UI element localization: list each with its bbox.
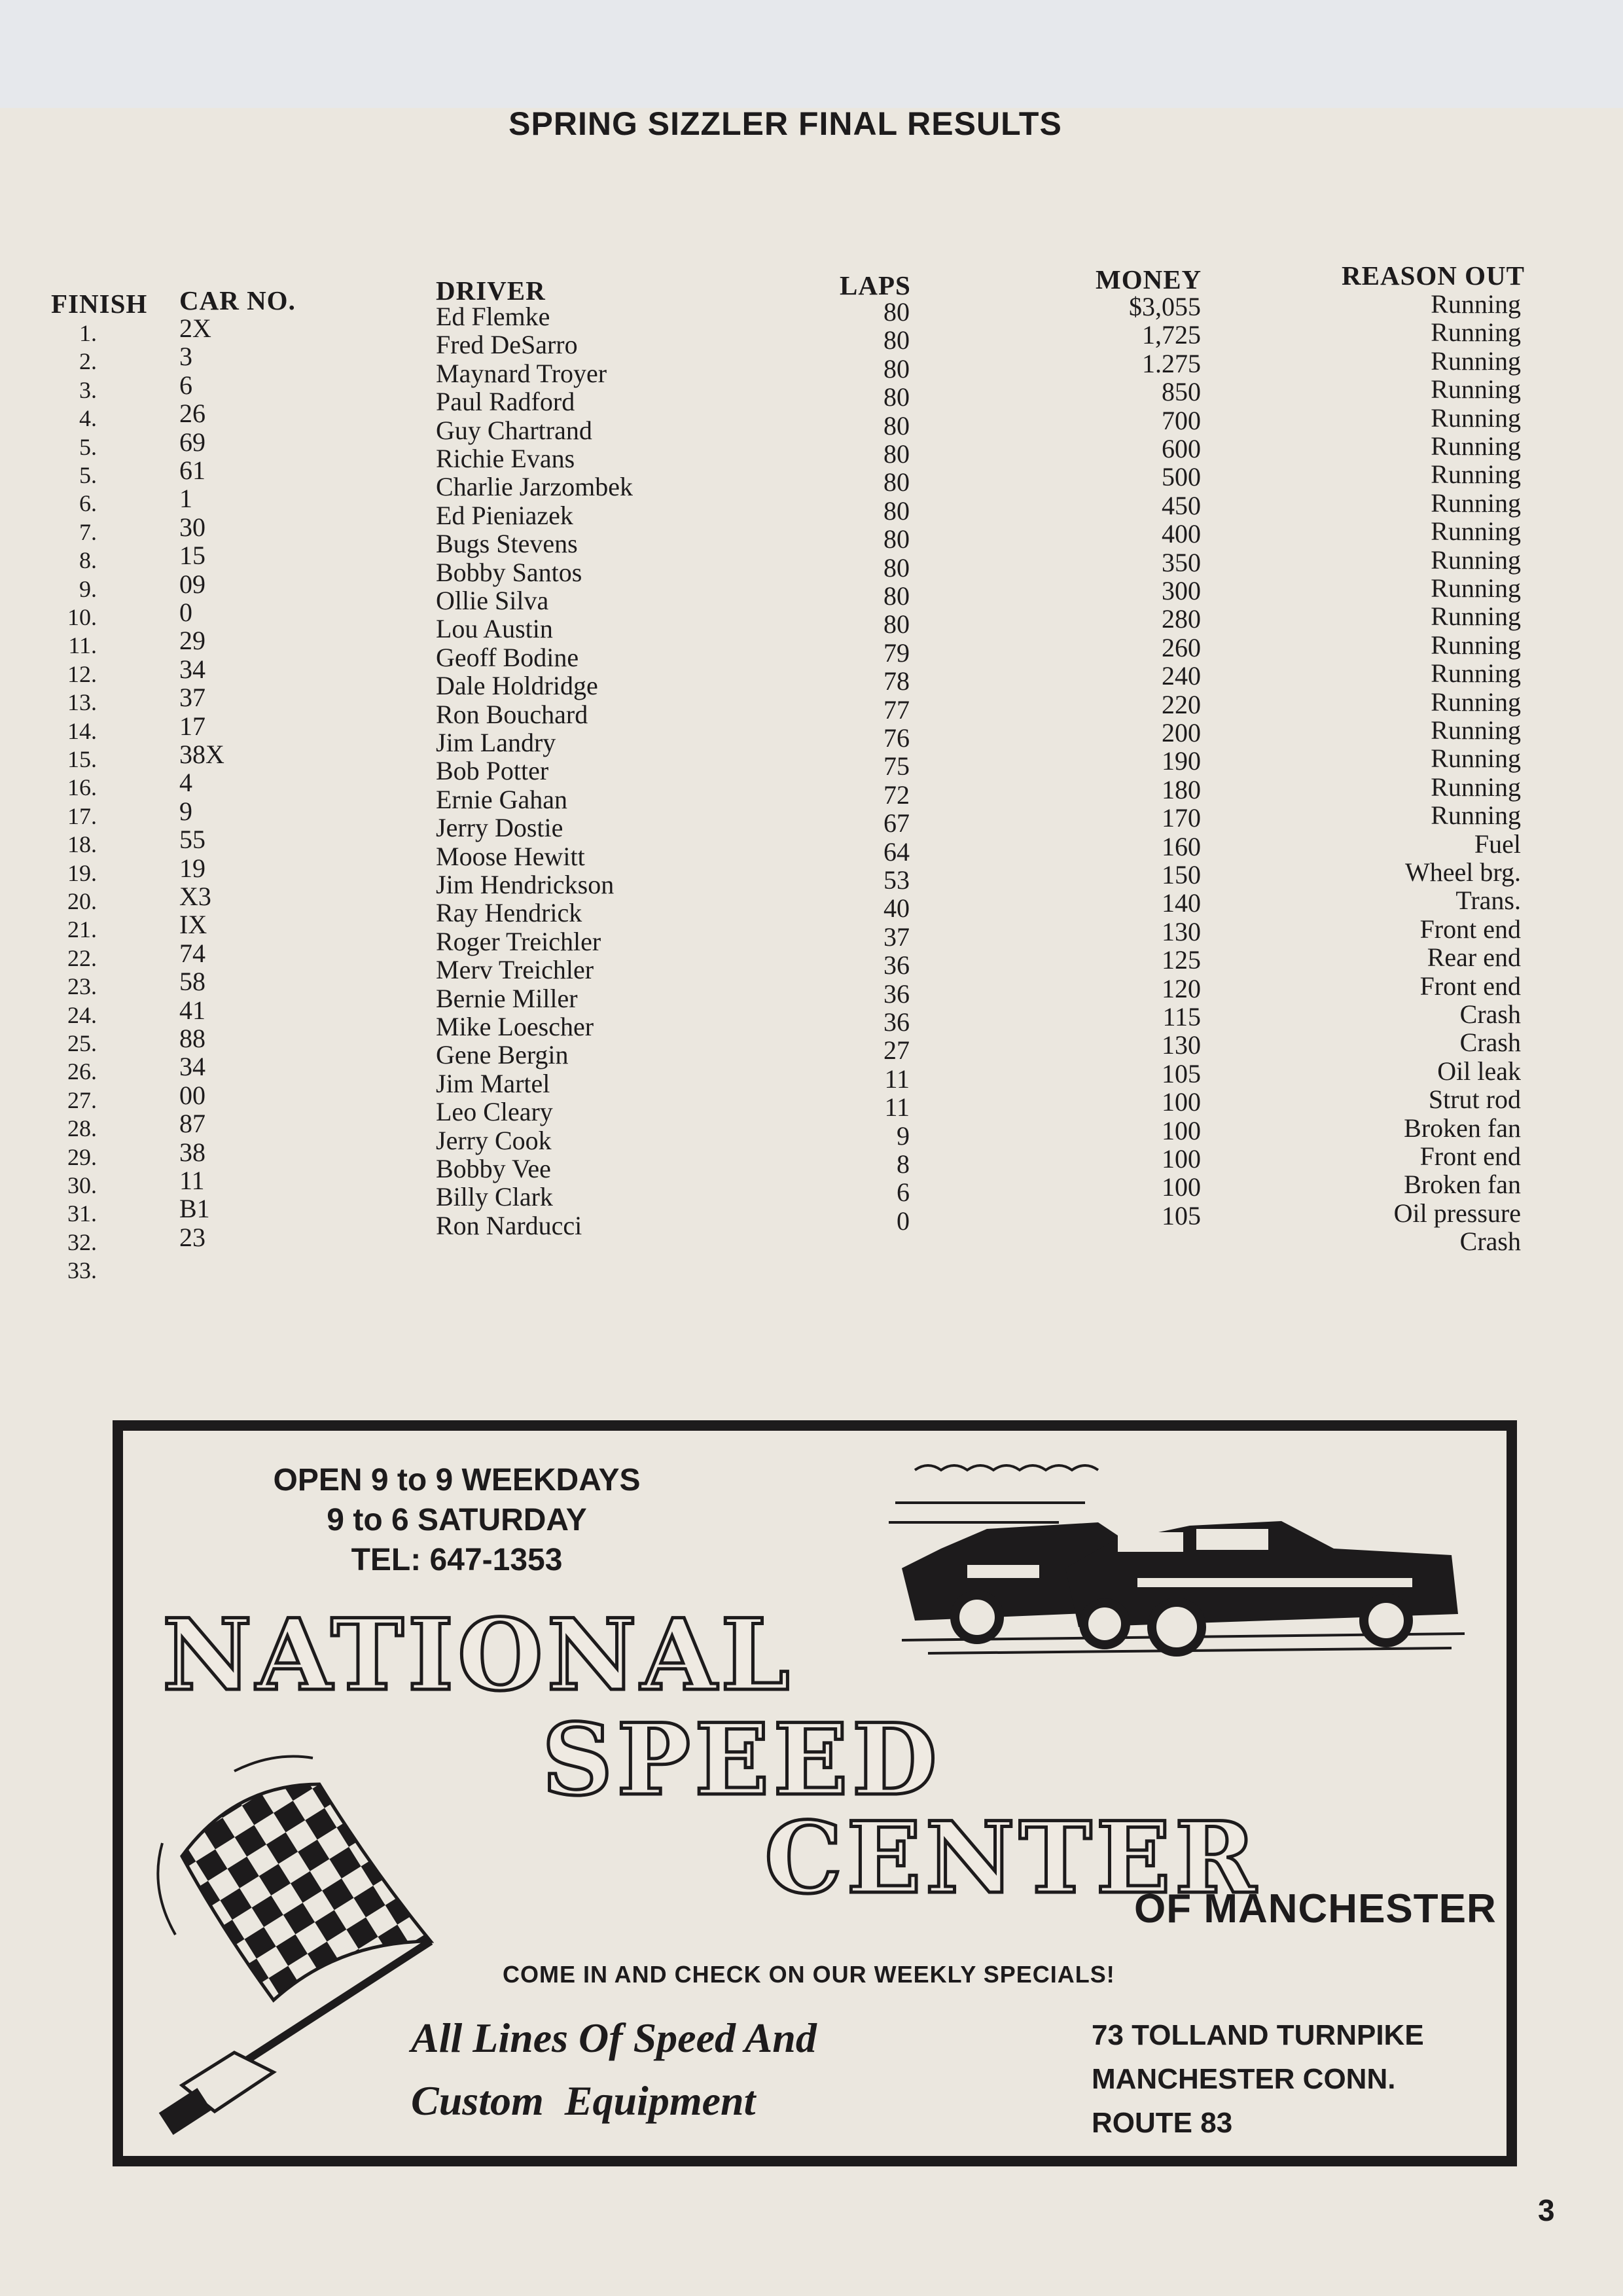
car-number-cell: 19 — [179, 853, 205, 883]
header-money: MONEY — [1096, 264, 1202, 295]
laps-cell: 80 — [883, 581, 910, 611]
driver-cell: Ray Hendrick — [436, 898, 582, 928]
car-number-cell: 58 — [179, 967, 205, 997]
finish-cell: 21. — [67, 916, 97, 943]
driver-cell: Bobby Santos — [436, 557, 582, 587]
car-number-cell: 23 — [179, 1222, 205, 1252]
reason-cell: Running — [1431, 744, 1521, 774]
reason-cell: Running — [1431, 658, 1521, 689]
driver-cell: Jerry Dostie — [436, 813, 563, 843]
driver-cell: Mike Loescher — [436, 1012, 594, 1041]
driver-cell: Jerry Cook — [436, 1125, 552, 1155]
money-cell: 140 — [1162, 888, 1201, 918]
money-cell: 350 — [1162, 547, 1201, 577]
page-number: 3 — [1538, 2193, 1555, 2227]
finish-cell: 19. — [67, 859, 97, 886]
reason-cell: Running — [1431, 800, 1521, 831]
driver-cell: Paul Radford — [436, 387, 575, 417]
laps-cell: 72 — [883, 780, 910, 810]
ad-address-street: 73 TOLLAND TURNPIKE — [1092, 2019, 1424, 2051]
money-cell: 220 — [1162, 689, 1201, 719]
driver-cell: Bugs Stevens — [436, 529, 578, 559]
car-number-cell: 29 — [179, 626, 205, 656]
driver-cell: Jim Landry — [436, 728, 556, 757]
driver-cell: Ron Narducci — [436, 1210, 582, 1240]
finish-cell: 4. — [79, 405, 97, 432]
reason-cell: Broken fan — [1404, 1113, 1521, 1143]
ad-name-speed: SPEED — [542, 1702, 941, 1818]
ad-name-center: CENTER — [764, 1801, 1260, 1916]
ad-slogan-line1: All Lines Of Speed And — [411, 2015, 817, 2061]
laps-cell: 80 — [883, 410, 910, 440]
laps-cell: 0 — [897, 1206, 910, 1236]
car-number-cell: 38 — [179, 1137, 205, 1167]
finish-cell: 14. — [67, 717, 97, 744]
header-laps: LAPS — [840, 270, 911, 300]
finish-cell: 8. — [79, 547, 97, 574]
finish-cell: 32. — [67, 1229, 97, 1255]
finish-cell: 23. — [67, 973, 97, 1000]
driver-cell: Bob Potter — [436, 756, 549, 786]
reason-cell: Crash — [1459, 1028, 1521, 1058]
finish-cell: 2. — [79, 348, 97, 375]
reason-cell: Running — [1431, 403, 1521, 433]
laps-cell: 80 — [883, 495, 910, 526]
ad-hours-weekdays: OPEN 9 to 9 WEEKDAYS — [273, 1463, 641, 1498]
finish-cell: 13. — [67, 689, 97, 716]
driver-cell: Fred DeSarro — [436, 330, 578, 360]
driver-cell: Merv Treichler — [436, 955, 594, 985]
finish-cell: 3. — [79, 376, 97, 403]
car-number-cell: 6 — [179, 370, 192, 400]
reason-cell: Rear end — [1427, 942, 1521, 973]
finish-cell: 22. — [67, 944, 97, 971]
page-title: SPRING SIZZLER FINAL RESULTS — [508, 105, 1062, 142]
reason-cell: Front end — [1419, 914, 1521, 944]
laps-cell: 79 — [883, 637, 910, 668]
money-cell: 500 — [1162, 462, 1201, 492]
car-number-cell: 17 — [179, 711, 205, 741]
reason-cell: Crash — [1459, 1227, 1521, 1257]
money-cell: 600 — [1162, 434, 1201, 463]
finish-cell: 31. — [67, 1200, 97, 1227]
car-number-cell: 11 — [179, 1166, 205, 1195]
driver-cell: Jim Hendrickson — [436, 870, 615, 899]
money-cell: 700 — [1162, 405, 1201, 435]
finish-cell: 10. — [67, 604, 97, 630]
car-number-cell: 37 — [179, 683, 205, 713]
reason-cell: Running — [1431, 573, 1521, 603]
laps-cell: 27 — [883, 1035, 910, 1066]
finish-cell: 16. — [67, 774, 97, 801]
finish-cell: 28. — [67, 1115, 97, 1142]
reason-cell: Running — [1431, 601, 1521, 632]
car-number-cell: 3 — [179, 342, 192, 372]
reason-cell: Running — [1431, 772, 1521, 802]
ad-location: OF MANCHESTER — [1134, 1886, 1497, 1931]
driver-cell: Gene Bergin — [436, 1040, 569, 1070]
laps-cell: 11 — [884, 1064, 910, 1094]
car-number-cell: 74 — [179, 938, 205, 968]
finish-cell: 5. — [79, 462, 97, 488]
finish-cell: 18. — [67, 831, 97, 858]
driver-cell: Ollie Silva — [436, 586, 549, 615]
laps-cell: 64 — [883, 836, 910, 867]
finish-cell: 17. — [67, 802, 97, 829]
laps-cell: 40 — [883, 893, 910, 924]
reason-cell: Broken fan — [1404, 1170, 1521, 1200]
car-number-cell: 34 — [179, 654, 205, 684]
money-cell: 850 — [1162, 377, 1201, 407]
driver-cell: Ed Pieniazek — [436, 500, 573, 530]
reason-cell: Running — [1431, 289, 1521, 319]
finish-cell: 26. — [67, 1058, 97, 1085]
driver-cell: Geoff Bodine — [436, 642, 579, 672]
ad-specials: COME IN AND CHECK ON OUR WEEKLY SPECIALS! — [503, 1961, 1115, 1988]
money-cell: 300 — [1162, 576, 1201, 605]
reason-cell: Running — [1431, 516, 1521, 547]
money-cell: 120 — [1162, 973, 1201, 1003]
laps-cell: 53 — [883, 865, 910, 895]
money-cell: 105 — [1162, 1058, 1201, 1088]
advertisement — [113, 1420, 1517, 2166]
ad-address — [1092, 2013, 1424, 2145]
reason-cell: Running — [1431, 431, 1521, 461]
ad-slogan — [411, 2007, 1000, 2132]
reason-cell: Running — [1431, 374, 1521, 404]
reason-cell: Running — [1431, 630, 1521, 660]
driver-cell: Guy Chartrand — [436, 415, 592, 445]
driver-cell: Moose Hewitt — [436, 841, 585, 871]
laps-cell: 80 — [883, 552, 910, 583]
reason-cell: Crash — [1459, 999, 1521, 1029]
reason-cell: Oil pressure — [1393, 1198, 1521, 1228]
laps-cell: 37 — [883, 922, 910, 952]
laps-cell: 78 — [883, 666, 910, 696]
reason-cell: Front end — [1419, 1141, 1521, 1171]
car-number-cell: 0 — [179, 598, 192, 627]
car-number-cell: 4 — [179, 768, 192, 798]
money-cell: 100 — [1162, 1172, 1201, 1202]
reason-cell: Front end — [1419, 971, 1521, 1001]
car-number-cell: 00 — [179, 1080, 205, 1110]
reason-cell: Running — [1431, 715, 1521, 745]
money-cell: 1,725 — [1142, 320, 1201, 350]
car-number-cell: 1 — [179, 484, 192, 514]
laps-cell: 8 — [897, 1149, 910, 1179]
finish-cell: 12. — [67, 660, 97, 687]
car-number-cell: 2X — [179, 314, 211, 343]
car-number-cell: 15 — [179, 541, 205, 571]
car-number-cell: 09 — [179, 569, 205, 599]
money-cell: 100 — [1162, 1087, 1201, 1117]
laps-cell: 36 — [883, 978, 910, 1009]
ad-address-route: ROUTE 83 — [1092, 2107, 1233, 2139]
reason-cell: Strut rod — [1428, 1085, 1521, 1115]
driver-cell: Charlie Jarzombek — [436, 472, 633, 502]
money-cell: 160 — [1162, 831, 1201, 861]
car-number-cell: IX — [179, 910, 207, 940]
reason-cell: Running — [1431, 687, 1521, 717]
money-cell: $3,055 — [1129, 292, 1201, 321]
finish-cell: 27. — [67, 1086, 97, 1113]
finish-cell: 11. — [68, 632, 97, 659]
header-driver: DRIVER — [436, 276, 546, 306]
money-cell: 400 — [1162, 519, 1201, 549]
money-cell: 130 — [1162, 916, 1201, 946]
laps-cell: 6 — [897, 1177, 910, 1208]
driver-cell: Ernie Gahan — [436, 784, 568, 814]
car-number-cell: 69 — [179, 427, 205, 457]
car-number-cell: 87 — [179, 1109, 205, 1139]
money-cell: 450 — [1162, 490, 1201, 520]
finish-cell: 29. — [67, 1143, 97, 1170]
money-cell: 100 — [1162, 1115, 1201, 1145]
ad-hours-saturday: 9 to 6 SATURDAY — [327, 1503, 587, 1537]
laps-cell: 80 — [883, 382, 910, 412]
reason-cell: Fuel — [1474, 829, 1521, 859]
reason-cell: Trans. — [1455, 886, 1521, 916]
finish-cell: 15. — [67, 746, 97, 772]
finish-cell: 1. — [79, 320, 97, 346]
finish-cell: 7. — [79, 518, 97, 545]
ad-slogan-line2: Custom Equipment — [411, 2077, 756, 2124]
driver-cell: Richie Evans — [436, 444, 575, 473]
money-cell: 150 — [1162, 860, 1201, 889]
driver-cell: Billy Clark — [436, 1182, 553, 1212]
driver-cell: Maynard Troyer — [436, 358, 607, 388]
driver-cell: Jim Martel — [436, 1068, 550, 1098]
money-cell: 100 — [1162, 1144, 1201, 1174]
money-cell: 115 — [1162, 1002, 1201, 1031]
laps-cell: 9 — [897, 1121, 910, 1151]
laps-cell: 80 — [883, 524, 910, 554]
driver-cell: Lou Austin — [436, 614, 553, 644]
reason-cell: Running — [1431, 488, 1521, 518]
finish-cell: 20. — [67, 888, 97, 914]
laps-cell: 11 — [884, 1092, 910, 1122]
car-number-cell: 41 — [179, 995, 205, 1025]
car-number-cell: 55 — [179, 825, 205, 855]
car-number-cell: 88 — [179, 1024, 205, 1053]
money-cell: 200 — [1162, 718, 1201, 747]
car-number-cell: 9 — [179, 796, 192, 826]
money-cell: 170 — [1162, 803, 1201, 833]
money-cell: 180 — [1162, 774, 1201, 804]
driver-cell: Bernie Miller — [436, 983, 578, 1013]
laps-cell: 36 — [883, 950, 910, 980]
driver-cell: Leo Cleary — [436, 1097, 553, 1127]
ad-name-national: NATIONAL — [162, 1598, 794, 1713]
money-cell: 105 — [1162, 1200, 1201, 1230]
driver-cell: Dale Holdridge — [436, 671, 598, 701]
laps-cell: 76 — [883, 723, 910, 753]
laps-cell: 80 — [883, 297, 910, 327]
car-number-cell: X3 — [179, 882, 211, 911]
finish-cell: 24. — [67, 1001, 97, 1028]
money-cell: 130 — [1162, 1030, 1201, 1060]
car-number-cell: B1 — [179, 1194, 210, 1224]
finish-cell: 6. — [79, 490, 97, 517]
money-cell: 1.275 — [1142, 348, 1201, 378]
finish-cell: 33. — [67, 1257, 97, 1284]
car-number-cell: 38X — [179, 740, 224, 769]
money-cell: 280 — [1162, 604, 1201, 634]
laps-cell: 80 — [883, 439, 910, 469]
car-number-cell: 30 — [179, 512, 205, 542]
ad-hours — [208, 1460, 705, 1580]
money-cell: 260 — [1162, 632, 1201, 662]
reason-cell: Wheel brg. — [1405, 857, 1521, 887]
laps-cell: 67 — [883, 808, 910, 838]
laps-cell: 80 — [883, 325, 910, 355]
driver-cell: Bobby Vee — [436, 1154, 551, 1183]
money-cell: 190 — [1162, 746, 1201, 776]
header-car-no: CAR NO. — [179, 285, 296, 315]
ad-address-city: MANCHESTER CONN. — [1092, 2063, 1396, 2095]
car-number-cell: 61 — [179, 456, 205, 485]
money-cell: 125 — [1162, 945, 1201, 975]
reason-cell: Running — [1431, 545, 1521, 575]
ad-phone: TEL: 647-1353 — [351, 1543, 563, 1577]
laps-cell: 80 — [883, 467, 910, 497]
reason-cell: Running — [1431, 459, 1521, 490]
reason-cell: Running — [1431, 346, 1521, 376]
driver-cell: Ed Flemke — [436, 302, 550, 331]
laps-cell: 77 — [883, 694, 910, 725]
laps-cell: 36 — [883, 1007, 910, 1037]
finish-cell: 9. — [79, 575, 97, 602]
driver-cell: Ron Bouchard — [436, 699, 588, 729]
laps-cell: 80 — [883, 609, 910, 639]
reason-cell: Running — [1431, 317, 1521, 348]
reason-cell: Oil leak — [1437, 1056, 1521, 1086]
laps-cell: 75 — [883, 751, 910, 781]
race-cars-illustration — [889, 1457, 1478, 1673]
header-finish: FINISH — [51, 289, 148, 319]
laps-cell: 80 — [883, 353, 910, 384]
finish-cell: 25. — [67, 1030, 97, 1056]
finish-cell: 30. — [67, 1172, 97, 1198]
car-number-cell: 34 — [179, 1052, 205, 1082]
header-reason-out: REASON OUT — [1342, 260, 1525, 291]
finish-cell: 5. — [79, 433, 97, 460]
money-cell: 240 — [1162, 661, 1201, 691]
driver-cell: Roger Treichler — [436, 926, 601, 956]
car-number-cell: 26 — [179, 399, 205, 429]
